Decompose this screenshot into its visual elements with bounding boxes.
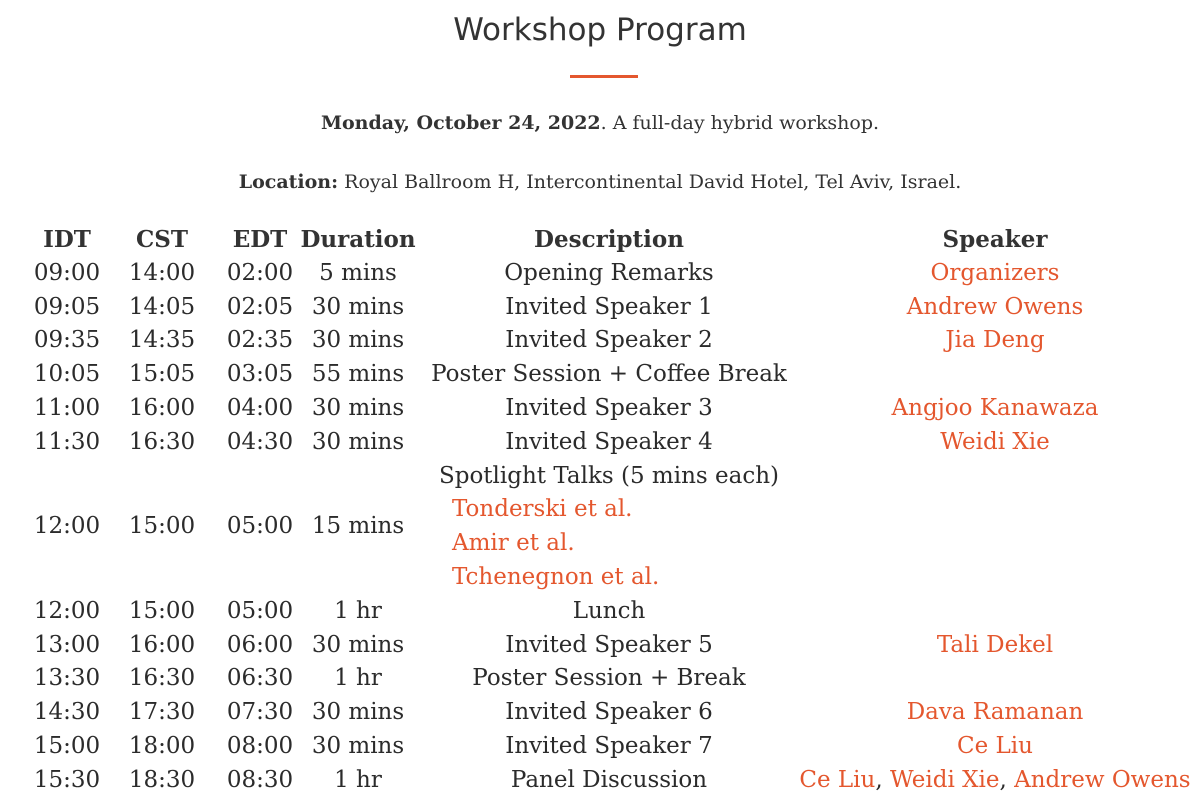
cell-cst: 16:00 [128, 631, 196, 658]
speaker-link[interactable]: Organizers [930, 259, 1060, 286]
cell-idt: 15:30 [33, 766, 101, 793]
cell-description: Opening Remarks [504, 259, 714, 286]
cell-duration: 1 hr [334, 665, 382, 692]
cell-edt: 05:00 [226, 597, 294, 624]
speaker-link[interactable]: Weidi Xie [940, 428, 1050, 455]
cell-edt: 02:35 [226, 327, 294, 354]
cell-description: Invited Speaker 2 [505, 327, 713, 354]
cell-idt: 14:30 [33, 699, 101, 726]
cell-description: Invited Speaker 5 [505, 631, 713, 658]
event-date-line [0, 112, 1200, 134]
cell-idt: 09:05 [33, 293, 101, 320]
spotlight-paper-link[interactable]: Tonderski et al. [452, 496, 633, 523]
cell-description: Invited Speaker 4 [505, 428, 713, 455]
header-cst: CST [135, 226, 189, 253]
event-format: . A full-day hybrid workshop. [600, 112, 880, 134]
cell-edt: 06:00 [226, 631, 294, 658]
cell-speaker [790, 733, 1200, 759]
speaker-separator: , [999, 766, 1015, 793]
cell-description: Lunch [572, 597, 646, 624]
spotlight-paper-link[interactable]: Amir et al. [452, 530, 575, 557]
cell-edt: 04:00 [226, 395, 294, 421]
cell-speaker [790, 260, 1200, 286]
speaker-link[interactable]: Weidi Xie [889, 766, 1000, 793]
cell-edt: 06:30 [226, 665, 294, 692]
cell-cst: 16:30 [128, 665, 196, 692]
cell-description: Invited Speaker 6 [505, 699, 713, 726]
cell-cst: 14:05 [128, 293, 196, 320]
cell-cst: 15:00 [128, 597, 196, 624]
cell-description: Invited Speaker 3 [505, 395, 713, 421]
cell-description: Spotlight Talks (5 mins each) [438, 462, 780, 489]
cell-duration: 30 mins [311, 631, 405, 658]
cell-idt: 11:00 [33, 395, 101, 421]
cell-cst: 16:30 [128, 428, 196, 455]
header-speaker: Speaker [942, 226, 1048, 253]
header-edt: EDT [232, 226, 288, 253]
cell-idt: 13:00 [33, 631, 101, 658]
cell-duration: 15 mins [311, 513, 405, 540]
cell-description: Invited Speaker 1 [505, 293, 713, 320]
cell-idt: 15:00 [33, 733, 101, 759]
cell-idt: 10:05 [33, 361, 101, 388]
speaker-separator: , [875, 766, 890, 793]
cell-cst: 14:00 [128, 259, 196, 286]
event-date: Monday, October 24, 2022 [320, 112, 601, 134]
cell-idt: 09:00 [33, 259, 101, 286]
page-title: Workshop Program [453, 12, 747, 48]
cell-duration: 55 mins [311, 361, 405, 388]
speaker-link[interactable]: Jia Deng [945, 327, 1045, 354]
location-value: Royal Ballroom H, Intercontinental David Hotel, Tel Aviv, Israel. [338, 171, 962, 193]
spotlight-paper-link[interactable]: Tchenegnon et al. [452, 564, 660, 590]
cell-cst: 17:30 [128, 699, 196, 726]
cell-speaker [790, 699, 1200, 725]
cell-speaker [790, 294, 1200, 320]
cell-duration: 30 mins [311, 428, 405, 455]
cell-cst: 18:00 [128, 733, 196, 759]
speaker-link[interactable]: Ce Liu [957, 733, 1033, 759]
cell-idt: 13:30 [33, 665, 101, 692]
speaker-link[interactable]: Andrew Owens [1014, 766, 1191, 793]
cell-cst: 18:30 [128, 766, 196, 793]
title-underline [570, 75, 638, 78]
cell-idt: 09:35 [33, 327, 101, 354]
cell-cst: 15:00 [128, 513, 196, 540]
cell-edt: 02:00 [226, 259, 294, 286]
cell-duration: 30 mins [311, 327, 405, 354]
location-label: Location: [238, 171, 339, 193]
speaker-link[interactable]: Angjoo Kanawaza [891, 395, 1099, 421]
cell-idt: 12:00 [33, 597, 101, 624]
cell-cst: 16:00 [128, 395, 196, 421]
cell-edt: 08:00 [226, 733, 294, 759]
header-description: Description [534, 226, 684, 253]
header-duration: Duration [300, 226, 416, 253]
cell-edt: 04:30 [226, 428, 294, 455]
cell-idt: 11:30 [33, 428, 101, 455]
cell-speaker [790, 429, 1200, 455]
cell-duration: 30 mins [311, 699, 405, 726]
cell-speaker [790, 767, 1200, 793]
cell-duration: 1 hr [334, 597, 382, 624]
header-idt: IDT [43, 226, 91, 253]
cell-edt: 03:05 [226, 361, 294, 388]
cell-description: Poster Session + Coffee Break [431, 361, 787, 388]
cell-edt: 05:00 [226, 513, 294, 540]
event-location-line [0, 171, 1200, 193]
cell-cst: 15:05 [128, 361, 196, 388]
cell-speaker [790, 632, 1200, 658]
speaker-link[interactable]: Ce Liu [799, 766, 876, 793]
speaker-link[interactable]: Dava Ramanan [906, 699, 1084, 726]
cell-duration: 30 mins [311, 395, 405, 421]
cell-description: Panel Discussion [510, 766, 708, 793]
cell-edt: 02:05 [226, 293, 294, 320]
cell-speaker [790, 395, 1200, 421]
cell-duration: 1 hr [334, 766, 382, 793]
cell-duration: 5 mins [319, 259, 397, 286]
cell-description: Poster Session + Break [472, 665, 746, 692]
cell-edt: 07:30 [226, 699, 294, 726]
speaker-link[interactable]: Tali Dekel [936, 631, 1054, 658]
cell-description: Invited Speaker 7 [505, 733, 713, 759]
cell-duration: 30 mins [311, 293, 405, 320]
speaker-link[interactable]: Andrew Owens [906, 293, 1084, 320]
cell-idt: 12:00 [33, 513, 101, 540]
cell-cst: 14:35 [128, 327, 196, 354]
cell-duration: 30 mins [311, 733, 405, 759]
cell-edt: 08:30 [226, 766, 294, 793]
cell-speaker [790, 327, 1200, 353]
